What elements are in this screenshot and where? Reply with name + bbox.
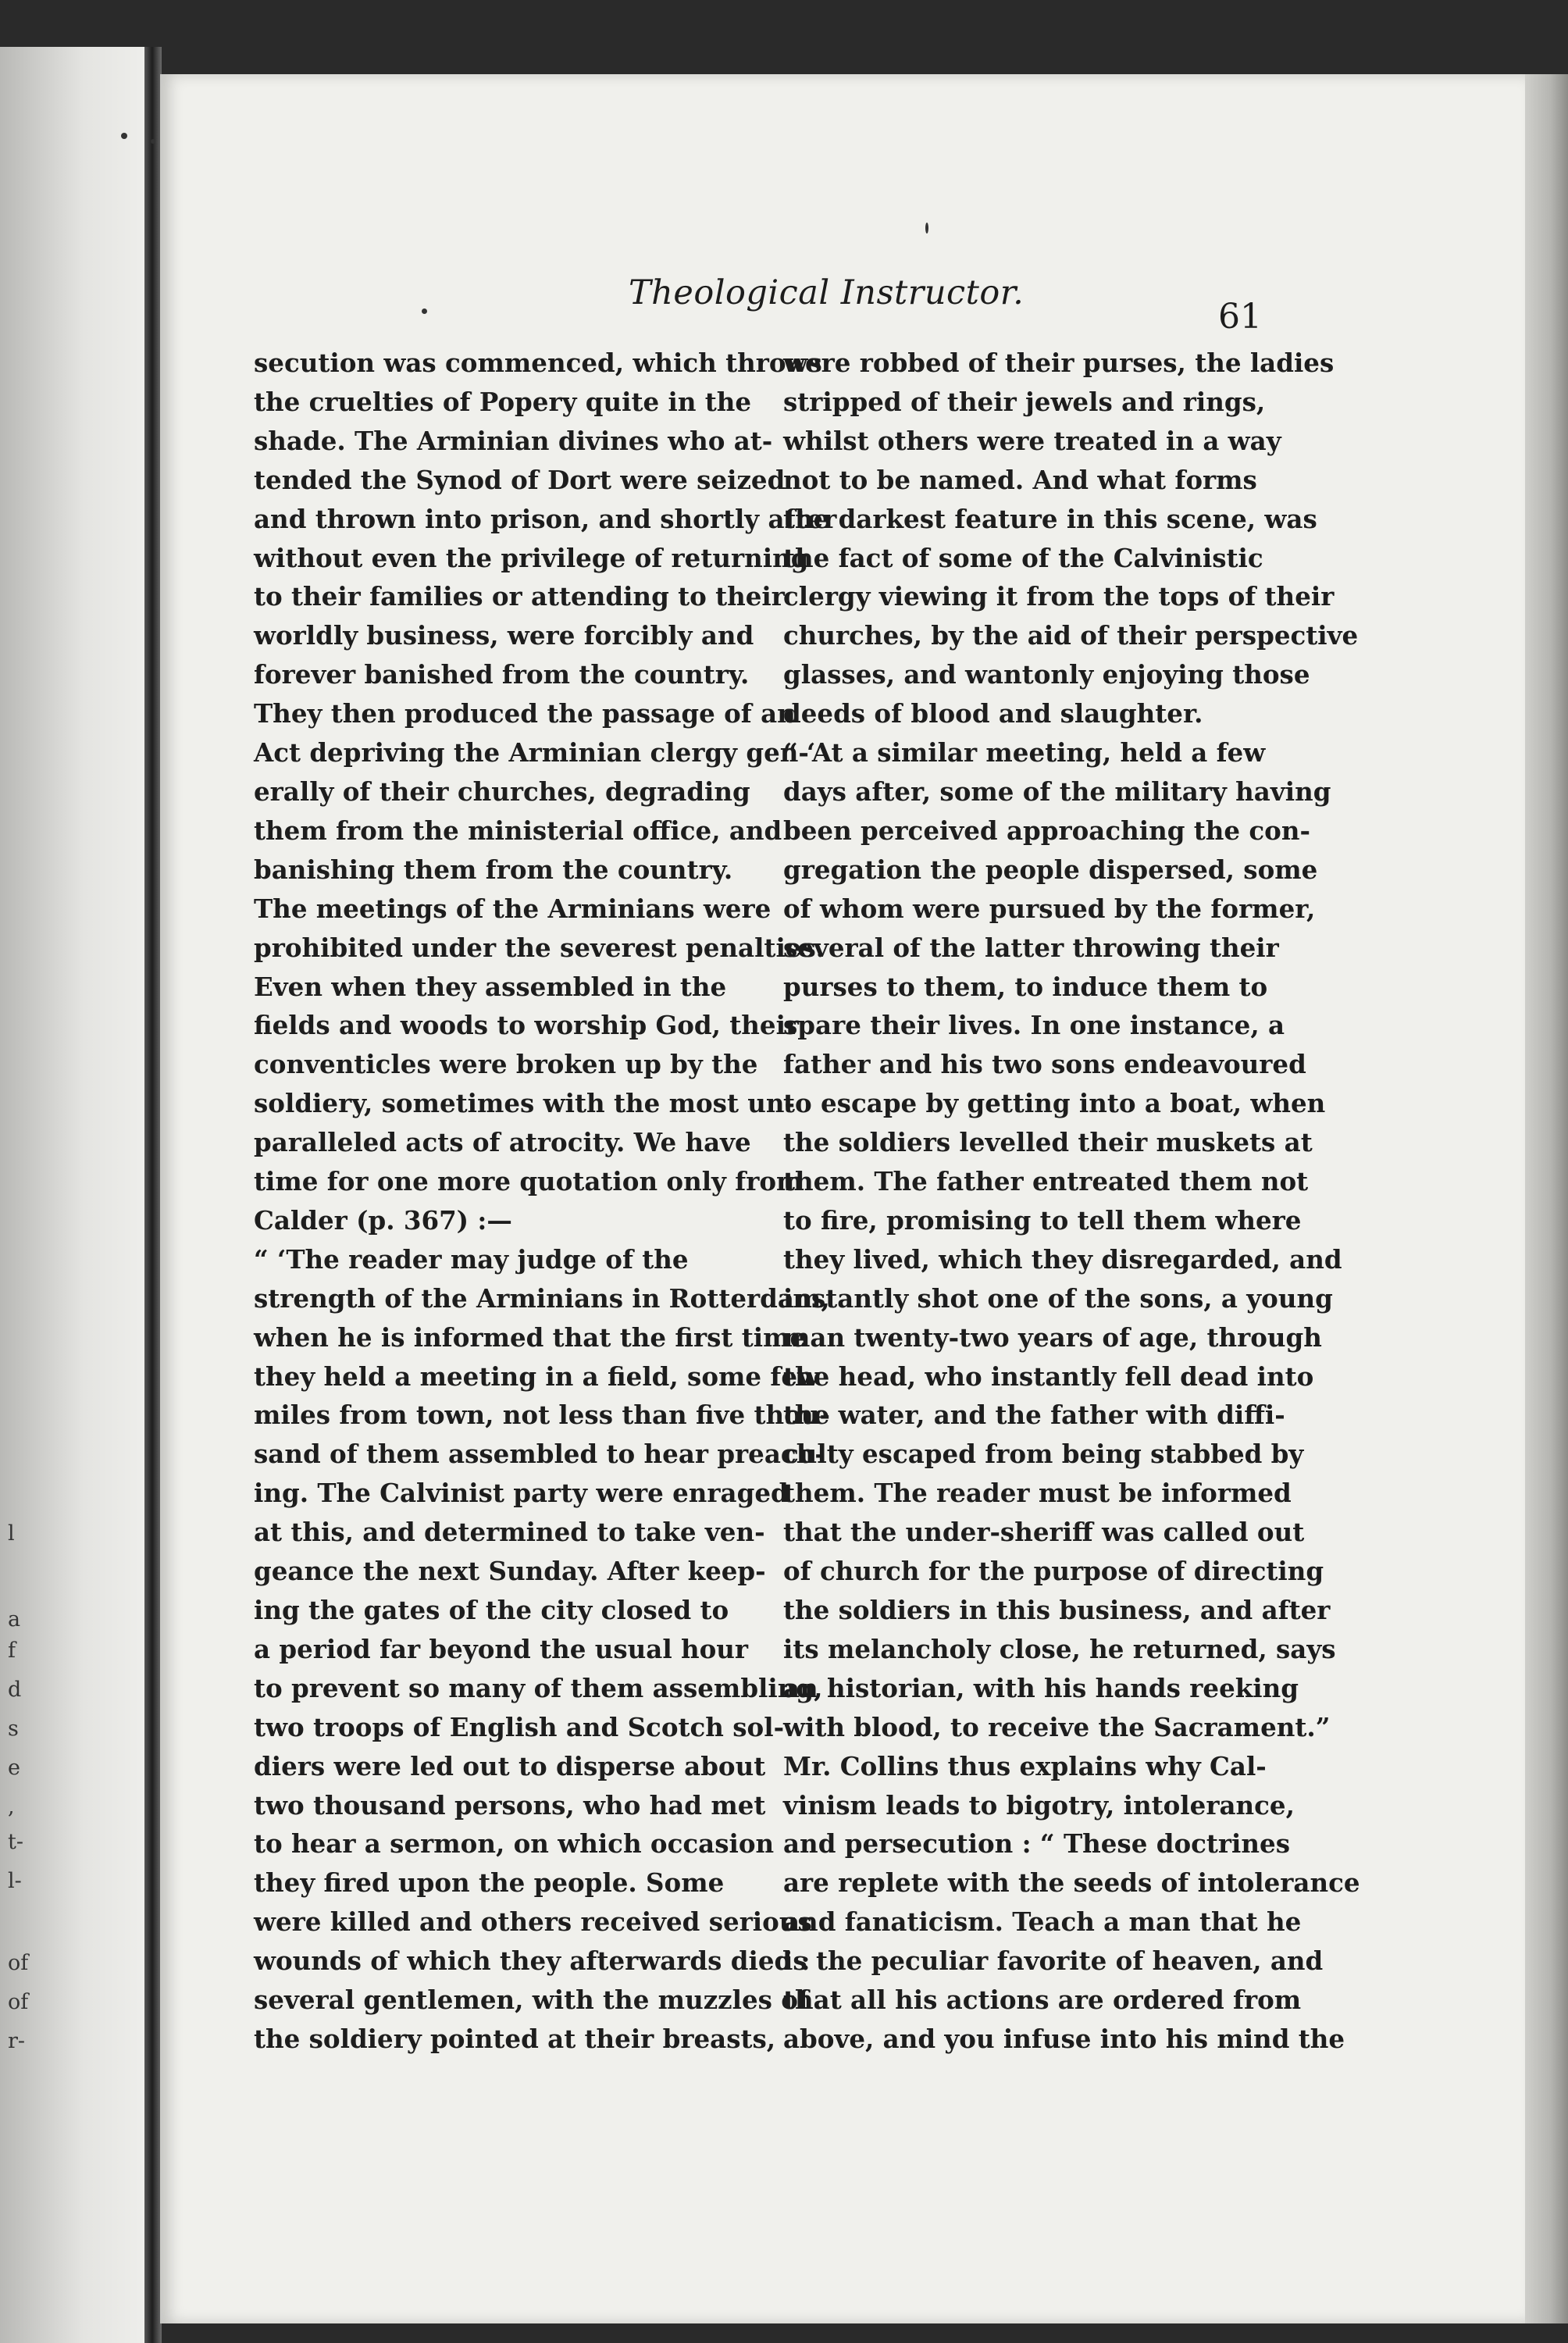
text-line: ing. The Calvinist party were enraged xyxy=(254,1478,789,1509)
text-line: wounds of which they afterwards died : xyxy=(254,1945,811,1977)
text-line: of whom were pursued by the former, xyxy=(783,893,1316,924)
text-line: the soldiers in this business, and after xyxy=(783,1595,1331,1625)
text-line: and fanaticism. Teach a man that he xyxy=(783,1906,1302,1938)
text-line: they held a meeting in a field, some few xyxy=(254,1361,820,1392)
text-line: prohibited under the severest penalties. xyxy=(254,932,825,963)
text-line: them from the ministerial office, and xyxy=(254,815,782,846)
text-line: and thrown into prison, and shortly after xyxy=(254,503,837,534)
page-number: 61 xyxy=(1218,297,1262,337)
text-line: two thousand persons, who had met xyxy=(254,1789,766,1821)
text-line: the head, who instantly fell dead into xyxy=(783,1361,1314,1392)
text-line: to prevent so many of them assembling, xyxy=(254,1672,823,1703)
text-line: at this, and determined to take ven- xyxy=(254,1517,765,1548)
text-line: an historian, with his hands reeking xyxy=(783,1672,1299,1703)
fragment: l- xyxy=(8,1869,22,1893)
text-line: Even when they assembled in the xyxy=(254,971,727,1002)
text-line: forever banished from the country. xyxy=(254,659,750,690)
text-line: They then produced the passage of an xyxy=(254,698,796,729)
text-line: the fact of some of the Calvinistic xyxy=(783,542,1263,573)
text-line: the soldiers levelled their muskets at xyxy=(783,1127,1313,1158)
speck xyxy=(121,133,127,139)
text-line: The meetings of the Arminians were xyxy=(254,893,772,924)
speck xyxy=(422,308,427,314)
text-line: is the peculiar favorite of heaven, and xyxy=(783,1945,1324,1977)
text-line: to hear a sermon, on which occasion xyxy=(254,1828,775,1860)
book-spine xyxy=(144,47,162,2343)
text-line: vinism leads to bigotry, intolerance, xyxy=(783,1789,1295,1821)
text-line: several of the latter throwing their xyxy=(783,932,1279,963)
text-line: diers were led out to disperse about xyxy=(254,1750,766,1781)
text-line: shade. The Arminian divines who at- xyxy=(254,425,773,456)
text-line: them. The reader must be informed xyxy=(783,1478,1292,1509)
text-line: paralleled acts of atrocity. We have xyxy=(254,1127,751,1158)
text-line: ing the gates of the city closed to xyxy=(254,1595,729,1625)
text-line: “ ‘At a similar meeting, held a few xyxy=(783,737,1266,769)
text-line: strength of the Arminians in Rotterdam, xyxy=(254,1282,830,1314)
running-head: Theological Instructor. xyxy=(629,273,1025,312)
speck xyxy=(151,139,155,144)
text-line: worldly business, were forcibly and xyxy=(254,620,754,651)
text-line: that the under-sheriff was called out xyxy=(783,1517,1305,1548)
text-line: culty escaped from being stabbed by xyxy=(783,1439,1304,1470)
text-line: were killed and others received serious xyxy=(254,1906,812,1938)
text-line: days after, some of the military having xyxy=(783,776,1331,807)
text-line: that all his actions are ordered from xyxy=(783,1985,1302,2016)
page-edge xyxy=(1525,74,1568,2323)
text-line: spare their lives. In one instance, a xyxy=(783,1010,1285,1041)
text-line: a period far beyond the usual hour xyxy=(254,1633,749,1664)
text-line: they lived, which they disregarded, and xyxy=(783,1243,1342,1275)
text-line: erally of their churches, degrading xyxy=(254,776,750,807)
text-line: instantly shot one of the sons, a young xyxy=(783,1282,1333,1314)
text-line: Act depriving the Arminian clergy gen- xyxy=(254,737,809,769)
text-line: without even the privilege of returning xyxy=(254,542,809,573)
fragment: of xyxy=(8,1990,29,2014)
fragment: s xyxy=(8,1717,19,1741)
text-line: its melancholy close, he returned, says xyxy=(783,1633,1336,1664)
fragment: f xyxy=(8,1639,16,1663)
text-line: deeds of blood and slaughter. xyxy=(783,698,1203,729)
text-line: are replete with the seeds of intolerance xyxy=(783,1867,1360,1899)
text-line: and persecution : “ These doctrines xyxy=(783,1828,1291,1860)
text-line: miles from town, not less than five thou- xyxy=(254,1400,830,1431)
text-line: man twenty-two years of age, through xyxy=(783,1321,1322,1353)
fragment: e xyxy=(8,1756,20,1780)
text-line: soldiery, sometimes with the most un- xyxy=(254,1088,796,1119)
text-line: they fired upon the people. Some xyxy=(254,1867,725,1899)
text-line: churches, by the aid of their perspective xyxy=(783,620,1359,651)
text-line: above, and you infuse into his mind the xyxy=(783,2023,1345,2054)
text-line: with blood, to receive the Sacrament.” xyxy=(783,1711,1331,1742)
speck xyxy=(925,223,928,234)
text-line: whilst others were treated in a way xyxy=(783,425,1281,456)
fragment: a xyxy=(8,1607,21,1632)
text-line: gregation the people dispersed, some xyxy=(783,854,1318,885)
text-line: secution was commenced, which throws xyxy=(254,348,822,378)
text-line: the cruelties of Popery quite in the xyxy=(254,386,752,417)
fragment: of xyxy=(8,1951,29,1975)
text-line: to fire, promising to tell them where xyxy=(783,1204,1302,1236)
text-line: Mr. Collins thus explains why Cal- xyxy=(783,1750,1267,1781)
text-line: were robbed of their purses, the ladies xyxy=(783,348,1335,378)
text-line: geance the next Sunday. After keep- xyxy=(254,1556,766,1587)
text-line: fields and woods to worship God, their xyxy=(254,1010,800,1041)
fragment: d xyxy=(8,1678,22,1702)
text-line: the water, and the father with diffi- xyxy=(783,1400,1285,1431)
text-line: clergy viewing it from the tops of their xyxy=(783,581,1335,612)
text-line: them. The father entreated them not xyxy=(783,1166,1309,1197)
facing-page xyxy=(0,47,152,2343)
right-text-column xyxy=(783,344,1360,2059)
left-text-column xyxy=(254,344,837,2059)
fragment: , xyxy=(8,1795,15,1819)
text-line: the darkest feature in this scene, was xyxy=(783,503,1317,534)
text-line: the soldiery pointed at their breasts, xyxy=(254,2023,776,2054)
text-line: two troops of English and Scotch sol- xyxy=(254,1711,785,1742)
text-line: tended the Synod of Dort were seized xyxy=(254,464,786,495)
text-line: sand of them assembled to hear preach- xyxy=(254,1439,825,1470)
text-line: of church for the purpose of directing xyxy=(783,1556,1324,1587)
text-line: father and his two sons endeavoured xyxy=(783,1049,1306,1080)
fragment: r- xyxy=(8,2029,26,2053)
text-line: banishing them from the country. xyxy=(254,854,733,885)
text-line: when he is informed that the first time xyxy=(254,1321,807,1353)
text-line: to their families or attending to their xyxy=(254,581,785,612)
text-line: not to be named. And what forms xyxy=(783,464,1257,495)
text-line: several gentlemen, with the muzzles of xyxy=(254,1985,809,2016)
facing-page-text-fragments xyxy=(0,47,152,2343)
fragment: l xyxy=(8,1521,15,1546)
text-line: time for one more quotation only from xyxy=(254,1166,804,1197)
text-line: conventicles were broken up by the xyxy=(254,1049,758,1080)
text-line: been perceived approaching the con- xyxy=(783,815,1310,846)
text-line: Calder (p. 367) :— xyxy=(254,1204,512,1236)
fragment: t- xyxy=(8,1830,23,1854)
text-line: “ ‘The reader may judge of the xyxy=(254,1243,689,1275)
text-line: stripped of their jewels and rings, xyxy=(783,386,1266,417)
text-line: glasses, and wantonly enjoying those xyxy=(783,659,1310,690)
text-line: purses to them, to induce them to xyxy=(783,971,1268,1002)
text-line: to escape by getting into a boat, when xyxy=(783,1088,1326,1119)
